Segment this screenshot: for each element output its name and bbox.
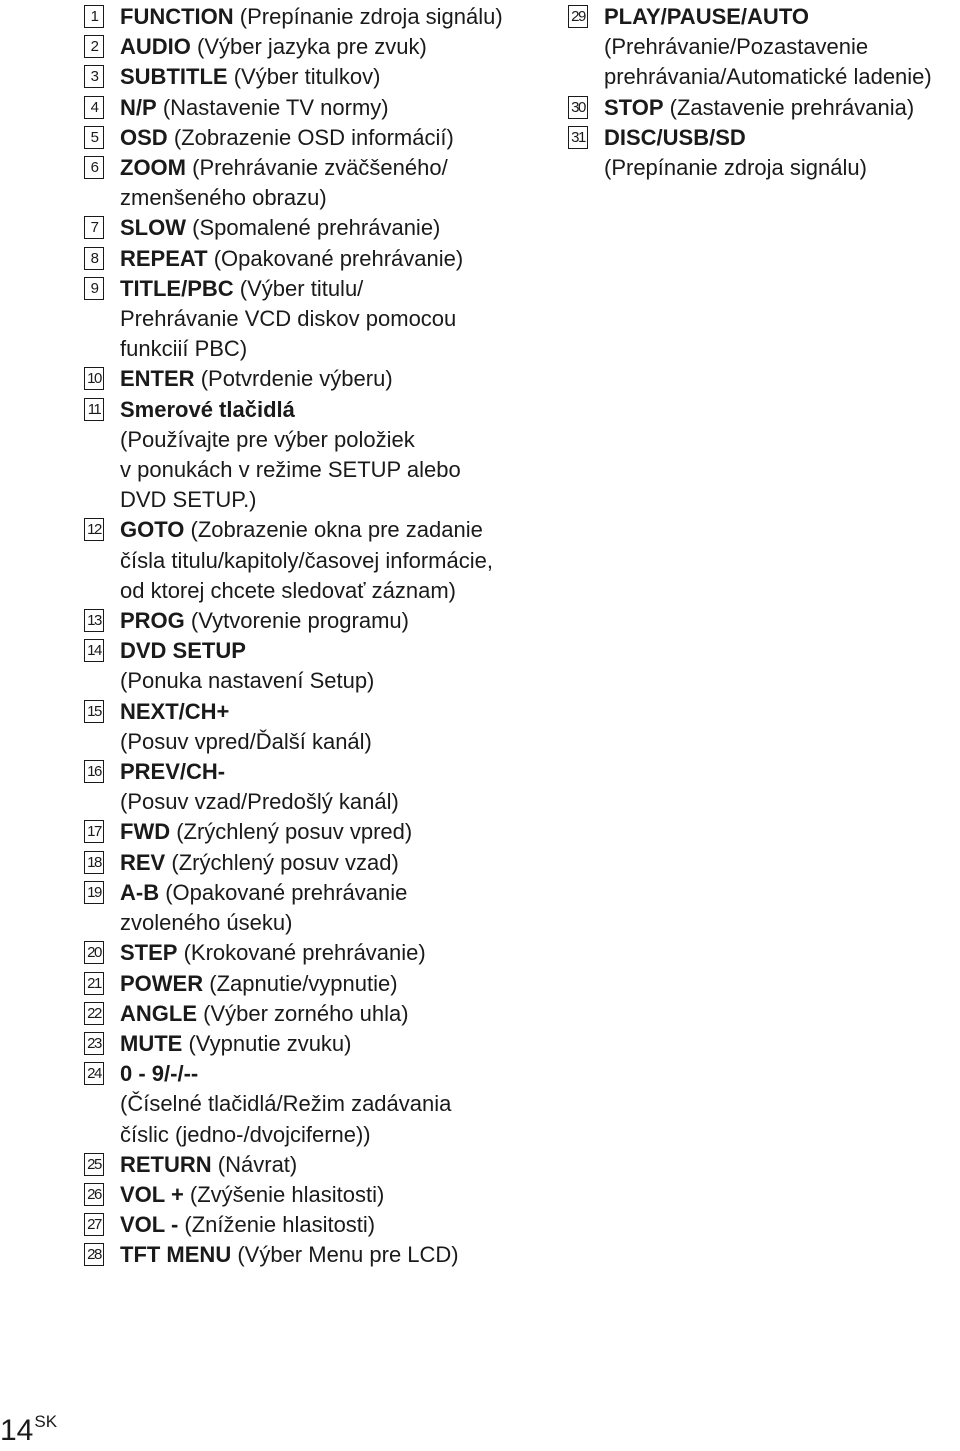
item-number-box: 7 bbox=[84, 216, 104, 239]
legend-item bbox=[84, 969, 524, 999]
button-name: 0 - 9/-/-- bbox=[120, 1061, 199, 1087]
button-name: TITLE/PBC bbox=[120, 275, 234, 301]
description-line bbox=[120, 666, 374, 696]
button-name: PLAY/PAUSE/AUTO bbox=[604, 4, 809, 29]
button-function-text: (Zobrazenie okna pre zadanie bbox=[190, 517, 483, 543]
button-name: SLOW bbox=[120, 215, 186, 241]
button-name: GOTO bbox=[120, 517, 185, 543]
description-line bbox=[120, 969, 398, 999]
description-line bbox=[120, 546, 493, 576]
description-line bbox=[120, 878, 407, 908]
legend-item bbox=[84, 364, 524, 394]
legend-item bbox=[84, 244, 524, 274]
item-number-box: 2 bbox=[84, 35, 104, 58]
legend-item bbox=[84, 636, 524, 696]
button-function-text: prehrávania/Automatické ladenie) bbox=[604, 64, 932, 90]
description-line bbox=[120, 93, 389, 123]
button-name: Smerové tlačidlá bbox=[120, 396, 295, 422]
item-number-box: 4 bbox=[84, 96, 104, 119]
legend-item bbox=[84, 1059, 524, 1150]
button-function-text: (Výber Menu pre LCD) bbox=[237, 1242, 459, 1268]
description-line bbox=[120, 787, 399, 817]
button-function-text: (Výber titulu/ bbox=[239, 275, 364, 301]
item-number-box: 15 bbox=[84, 700, 104, 723]
item-description bbox=[120, 757, 399, 817]
legend-item bbox=[84, 515, 524, 606]
button-name: N/P bbox=[120, 94, 157, 120]
description-line bbox=[120, 153, 448, 183]
button-name: PROG bbox=[120, 608, 185, 634]
button-name: MUTE bbox=[120, 1030, 183, 1056]
item-description bbox=[120, 636, 374, 696]
item-number-box: 1 bbox=[84, 5, 104, 28]
description-line bbox=[120, 576, 493, 606]
item-number-box: 30 bbox=[568, 96, 588, 119]
button-function-text: (Výber jazyka pre zvuk) bbox=[197, 34, 427, 60]
button-name: REPEAT bbox=[120, 245, 208, 271]
item-number-box: 16 bbox=[84, 760, 104, 783]
description-line bbox=[604, 32, 932, 62]
description-line bbox=[120, 999, 409, 1029]
description-line bbox=[120, 1240, 459, 1270]
item-description bbox=[120, 817, 412, 847]
description-line bbox=[120, 636, 374, 666]
item-description bbox=[120, 1059, 451, 1150]
page-number: 14 bbox=[0, 1414, 34, 1447]
legend-item bbox=[84, 32, 524, 62]
button-function-text: (Potvrdenie výberu) bbox=[200, 366, 393, 392]
legend-item bbox=[568, 123, 960, 183]
item-description bbox=[120, 938, 426, 968]
button-function-text: (Opakované prehrávanie) bbox=[213, 245, 464, 271]
description-line bbox=[120, 364, 393, 394]
item-number-box: 3 bbox=[84, 65, 104, 88]
legend-column-right bbox=[568, 2, 960, 183]
button-name: TFT MENU bbox=[120, 1242, 232, 1268]
button-function-text: číslic (jedno-/dvojciferne)) bbox=[120, 1121, 371, 1147]
description-line bbox=[120, 606, 409, 636]
button-function-text: (Návrat) bbox=[217, 1151, 298, 1177]
button-function-text: (Zapnutie/vypnutie) bbox=[209, 970, 398, 996]
legend-column-left bbox=[84, 2, 524, 1271]
item-number-box: 26 bbox=[84, 1183, 104, 1206]
description-line bbox=[604, 93, 914, 123]
item-number-box: 11 bbox=[84, 398, 104, 421]
item-description bbox=[604, 123, 867, 183]
item-description bbox=[120, 1240, 459, 1270]
legend-item bbox=[84, 274, 524, 365]
button-name: SUBTITLE bbox=[120, 64, 228, 90]
legend-item bbox=[84, 153, 524, 213]
button-function-text: Prehrávanie VCD diskov pomocou bbox=[120, 306, 457, 332]
item-number-box: 13 bbox=[84, 609, 104, 632]
item-description bbox=[120, 1180, 384, 1210]
button-function-text: (Spomalené prehrávanie) bbox=[192, 215, 441, 241]
description-line bbox=[120, 1120, 451, 1150]
legend-item bbox=[84, 606, 524, 636]
legend-item bbox=[84, 1029, 524, 1059]
description-line bbox=[120, 1150, 297, 1180]
button-function-text: (Opakované prehrávanie bbox=[165, 879, 408, 905]
legend-item bbox=[84, 1210, 524, 1240]
legend-item bbox=[84, 938, 524, 968]
legend-item bbox=[84, 62, 524, 92]
button-function-text: funkciií PBC) bbox=[120, 336, 248, 362]
button-name: STOP bbox=[604, 94, 664, 120]
description-line bbox=[120, 32, 427, 62]
button-function-text: (Prehrávanie zväčšeného/ bbox=[192, 155, 448, 181]
item-number-box: 8 bbox=[84, 247, 104, 270]
description-line bbox=[120, 817, 412, 847]
button-name: AUDIO bbox=[120, 34, 191, 60]
item-description bbox=[120, 62, 380, 92]
button-function-text: (Zníženie hlasitosti) bbox=[184, 1212, 376, 1238]
button-name: ENTER bbox=[120, 366, 195, 392]
button-function-text: zvoleného úseku) bbox=[120, 910, 293, 936]
language-code: SK bbox=[34, 1412, 58, 1431]
button-function-text: (Zastavenie prehrávania) bbox=[669, 94, 915, 120]
item-number-box: 23 bbox=[84, 1032, 104, 1055]
description-line bbox=[604, 123, 867, 153]
description-line bbox=[120, 848, 399, 878]
item-description bbox=[604, 93, 914, 123]
legend-item bbox=[84, 2, 524, 32]
item-number-box: 25 bbox=[84, 1153, 104, 1176]
item-description bbox=[120, 153, 448, 213]
legend-item bbox=[84, 999, 524, 1029]
item-number-box: 18 bbox=[84, 851, 104, 874]
description-line bbox=[120, 425, 461, 455]
button-function-text: čísla titulu/kapitoly/časovej informácie, bbox=[120, 547, 493, 573]
item-number-box: 17 bbox=[84, 820, 104, 843]
description-line bbox=[120, 1029, 352, 1059]
item-description bbox=[120, 2, 503, 32]
item-description bbox=[120, 969, 398, 999]
item-description bbox=[120, 848, 399, 878]
item-description bbox=[120, 606, 409, 636]
description-line bbox=[120, 938, 426, 968]
description-line bbox=[604, 153, 867, 183]
button-function-text: od ktorej chcete sledovať záznam) bbox=[120, 577, 456, 603]
legend-item bbox=[84, 757, 524, 817]
button-function-text: (Prehrávanie/Pozastavenie bbox=[604, 34, 869, 60]
button-name: FUNCTION bbox=[120, 4, 234, 29]
button-function-text: (Nastavenie TV normy) bbox=[162, 94, 389, 120]
button-name: NEXT/CH+ bbox=[120, 698, 230, 724]
description-line bbox=[120, 1089, 451, 1119]
description-line bbox=[120, 908, 407, 938]
item-number-box: 6 bbox=[84, 156, 104, 179]
button-name: RETURN bbox=[120, 1151, 212, 1177]
item-number-box: 9 bbox=[84, 277, 104, 300]
item-number-box: 29 bbox=[568, 5, 588, 28]
description-line bbox=[120, 213, 440, 243]
legend-item bbox=[84, 1150, 524, 1180]
button-name: VOL - bbox=[120, 1212, 179, 1238]
legend-item bbox=[84, 395, 524, 516]
description-line bbox=[120, 183, 448, 213]
description-line bbox=[120, 274, 456, 304]
item-description bbox=[120, 123, 454, 153]
button-function-text: (Vypnutie zvuku) bbox=[188, 1030, 352, 1056]
item-number-box: 22 bbox=[84, 1002, 104, 1025]
item-description bbox=[120, 697, 372, 757]
description-line bbox=[604, 2, 932, 32]
item-description bbox=[120, 364, 393, 394]
button-function-text: (Zvýšenie hlasitosti) bbox=[189, 1181, 385, 1207]
button-function-text: (Prepínanie zdroja signálu) bbox=[239, 4, 503, 29]
button-function-text: (Zrýchlený posuv vzad) bbox=[171, 849, 399, 875]
button-name: A-B bbox=[120, 879, 160, 905]
item-description bbox=[120, 32, 427, 62]
legend-item bbox=[84, 93, 524, 123]
button-name: FWD bbox=[120, 819, 171, 845]
button-name: ANGLE bbox=[120, 1000, 197, 1026]
button-name: VOL + bbox=[120, 1181, 184, 1207]
legend-item bbox=[568, 2, 960, 93]
button-function-text: (Prepínanie zdroja signálu) bbox=[604, 155, 867, 181]
item-description bbox=[120, 93, 389, 123]
description-line bbox=[120, 697, 372, 727]
item-description bbox=[120, 1029, 352, 1059]
item-description bbox=[120, 515, 493, 606]
legend-item bbox=[84, 697, 524, 757]
description-line bbox=[120, 62, 380, 92]
item-number-box: 24 bbox=[84, 1062, 104, 1085]
button-function-text: (Krokované prehrávanie) bbox=[183, 940, 426, 966]
button-function-text: (Zobrazenie OSD informácií) bbox=[173, 124, 454, 150]
description-line bbox=[120, 2, 503, 32]
button-function-text: (Používajte pre výber položiek bbox=[120, 426, 415, 452]
legend-item bbox=[84, 1180, 524, 1210]
button-name: PREV/CH- bbox=[120, 759, 226, 785]
button-function-text: (Zrýchlený posuv vpred) bbox=[176, 819, 413, 845]
item-number-box: 19 bbox=[84, 881, 104, 904]
description-line bbox=[120, 1180, 384, 1210]
legend-item bbox=[84, 213, 524, 243]
button-function-text: (Ponuka nastavení Setup) bbox=[120, 668, 375, 694]
button-function-text: (Vytvorenie programu) bbox=[190, 608, 409, 634]
item-number-box: 12 bbox=[84, 518, 104, 541]
button-name: STEP bbox=[120, 940, 178, 966]
legend-item bbox=[84, 848, 524, 878]
item-number-box: 28 bbox=[84, 1243, 104, 1266]
description-line bbox=[604, 62, 932, 92]
button-function-text: (Posuv vpred/Ďalší kanál) bbox=[120, 728, 372, 754]
item-number-box: 10 bbox=[84, 367, 104, 390]
item-description bbox=[120, 878, 407, 938]
button-function-text: (Číselné tlačidlá/Režim zadávania bbox=[120, 1091, 452, 1117]
item-number-box: 31 bbox=[568, 126, 588, 149]
button-function-text: (Výber zorného uhla) bbox=[203, 1000, 409, 1026]
description-line bbox=[120, 727, 372, 757]
description-line bbox=[120, 455, 461, 485]
item-description bbox=[120, 999, 409, 1029]
item-description bbox=[120, 274, 456, 365]
description-line bbox=[120, 244, 463, 274]
legend-item bbox=[568, 93, 960, 123]
description-line bbox=[120, 123, 454, 153]
description-line bbox=[120, 515, 493, 545]
legend-item bbox=[84, 1240, 524, 1270]
description-line bbox=[120, 1210, 375, 1240]
item-description bbox=[120, 244, 463, 274]
button-function-text: (Posuv vzad/Predošlý kanál) bbox=[120, 789, 399, 815]
button-name: REV bbox=[120, 849, 166, 875]
description-line bbox=[120, 395, 461, 425]
button-name: OSD bbox=[120, 124, 168, 150]
legend-item bbox=[84, 123, 524, 153]
legend-item bbox=[84, 878, 524, 938]
item-description bbox=[120, 1150, 297, 1180]
item-description bbox=[120, 395, 461, 516]
item-description bbox=[604, 2, 932, 93]
description-line bbox=[120, 334, 456, 364]
description-line bbox=[120, 757, 399, 787]
button-function-text: v ponukách v režime SETUP alebo bbox=[120, 457, 461, 483]
item-description bbox=[120, 213, 440, 243]
item-number-box: 5 bbox=[84, 126, 104, 149]
button-name: DISC/USB/SD bbox=[604, 124, 746, 150]
description-line bbox=[120, 304, 456, 334]
item-number-box: 20 bbox=[84, 941, 104, 964]
legend-item bbox=[84, 817, 524, 847]
item-description bbox=[120, 1210, 375, 1240]
page-footer bbox=[0, 1402, 57, 1451]
description-line bbox=[120, 485, 461, 515]
button-function-text: zmenšeného obrazu) bbox=[120, 185, 327, 211]
button-name: POWER bbox=[120, 970, 204, 996]
item-number-box: 14 bbox=[84, 639, 104, 662]
button-function-text: DVD SETUP.) bbox=[120, 487, 257, 513]
item-number-box: 21 bbox=[84, 972, 104, 995]
button-function-text: (Výber titulkov) bbox=[233, 64, 381, 90]
item-number-box: 27 bbox=[84, 1213, 104, 1236]
description-line bbox=[120, 1059, 451, 1089]
button-name: ZOOM bbox=[120, 155, 186, 181]
button-name: DVD SETUP bbox=[120, 638, 246, 664]
